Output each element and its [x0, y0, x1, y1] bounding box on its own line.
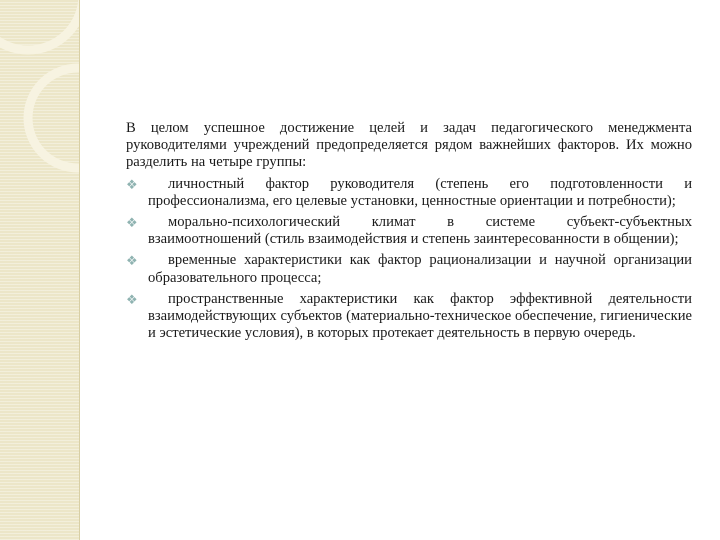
decorative-side-strip	[0, 0, 80, 540]
list-item	[126, 176, 692, 210]
diamond-bullet-icon: ❖	[126, 253, 138, 269]
factor-list	[126, 176, 692, 343]
list-item-text: личностный фактор руководителя (степень его подготовленности и профессионализма, его целевые установки, ценностные ориентации и потребности);	[148, 175, 692, 209]
list-item-text: временные характеристики как фактор рационализации и научной организации образовательного процесса;	[148, 252, 692, 286]
diamond-bullet-icon: ❖	[126, 215, 138, 231]
slide-content	[126, 120, 692, 346]
list-item-text: пространственные характеристики как фактор эффективной деятельности взаимодействующих субъектов (материально-техническое обеспечение, гигиенические и эстетические условия), в которых протекает деятельность в первую очередь.	[148, 290, 692, 342]
list-item	[126, 291, 692, 343]
decorative-circle-top	[0, 0, 80, 50]
list-item	[126, 252, 692, 286]
side-strip-edge	[79, 0, 80, 540]
decorative-circles	[0, 0, 80, 540]
diamond-bullet-icon: ❖	[126, 176, 138, 192]
decorative-circle-middle	[28, 68, 80, 168]
list-item-text: морально-психологический климат в системе субъект-субъектных взаимоотношений (стиль взаимодействия и степень заинтересованности в общении);	[148, 214, 692, 248]
diamond-bullet-icon: ❖	[126, 291, 138, 307]
intro-paragraph: В целом успешное достижение целей и задач педагогического менеджмента руководителями учреждений предопределяется рядом важнейших факторов. Их можно разделить на четыре группы:	[126, 120, 692, 171]
list-item	[126, 214, 692, 248]
